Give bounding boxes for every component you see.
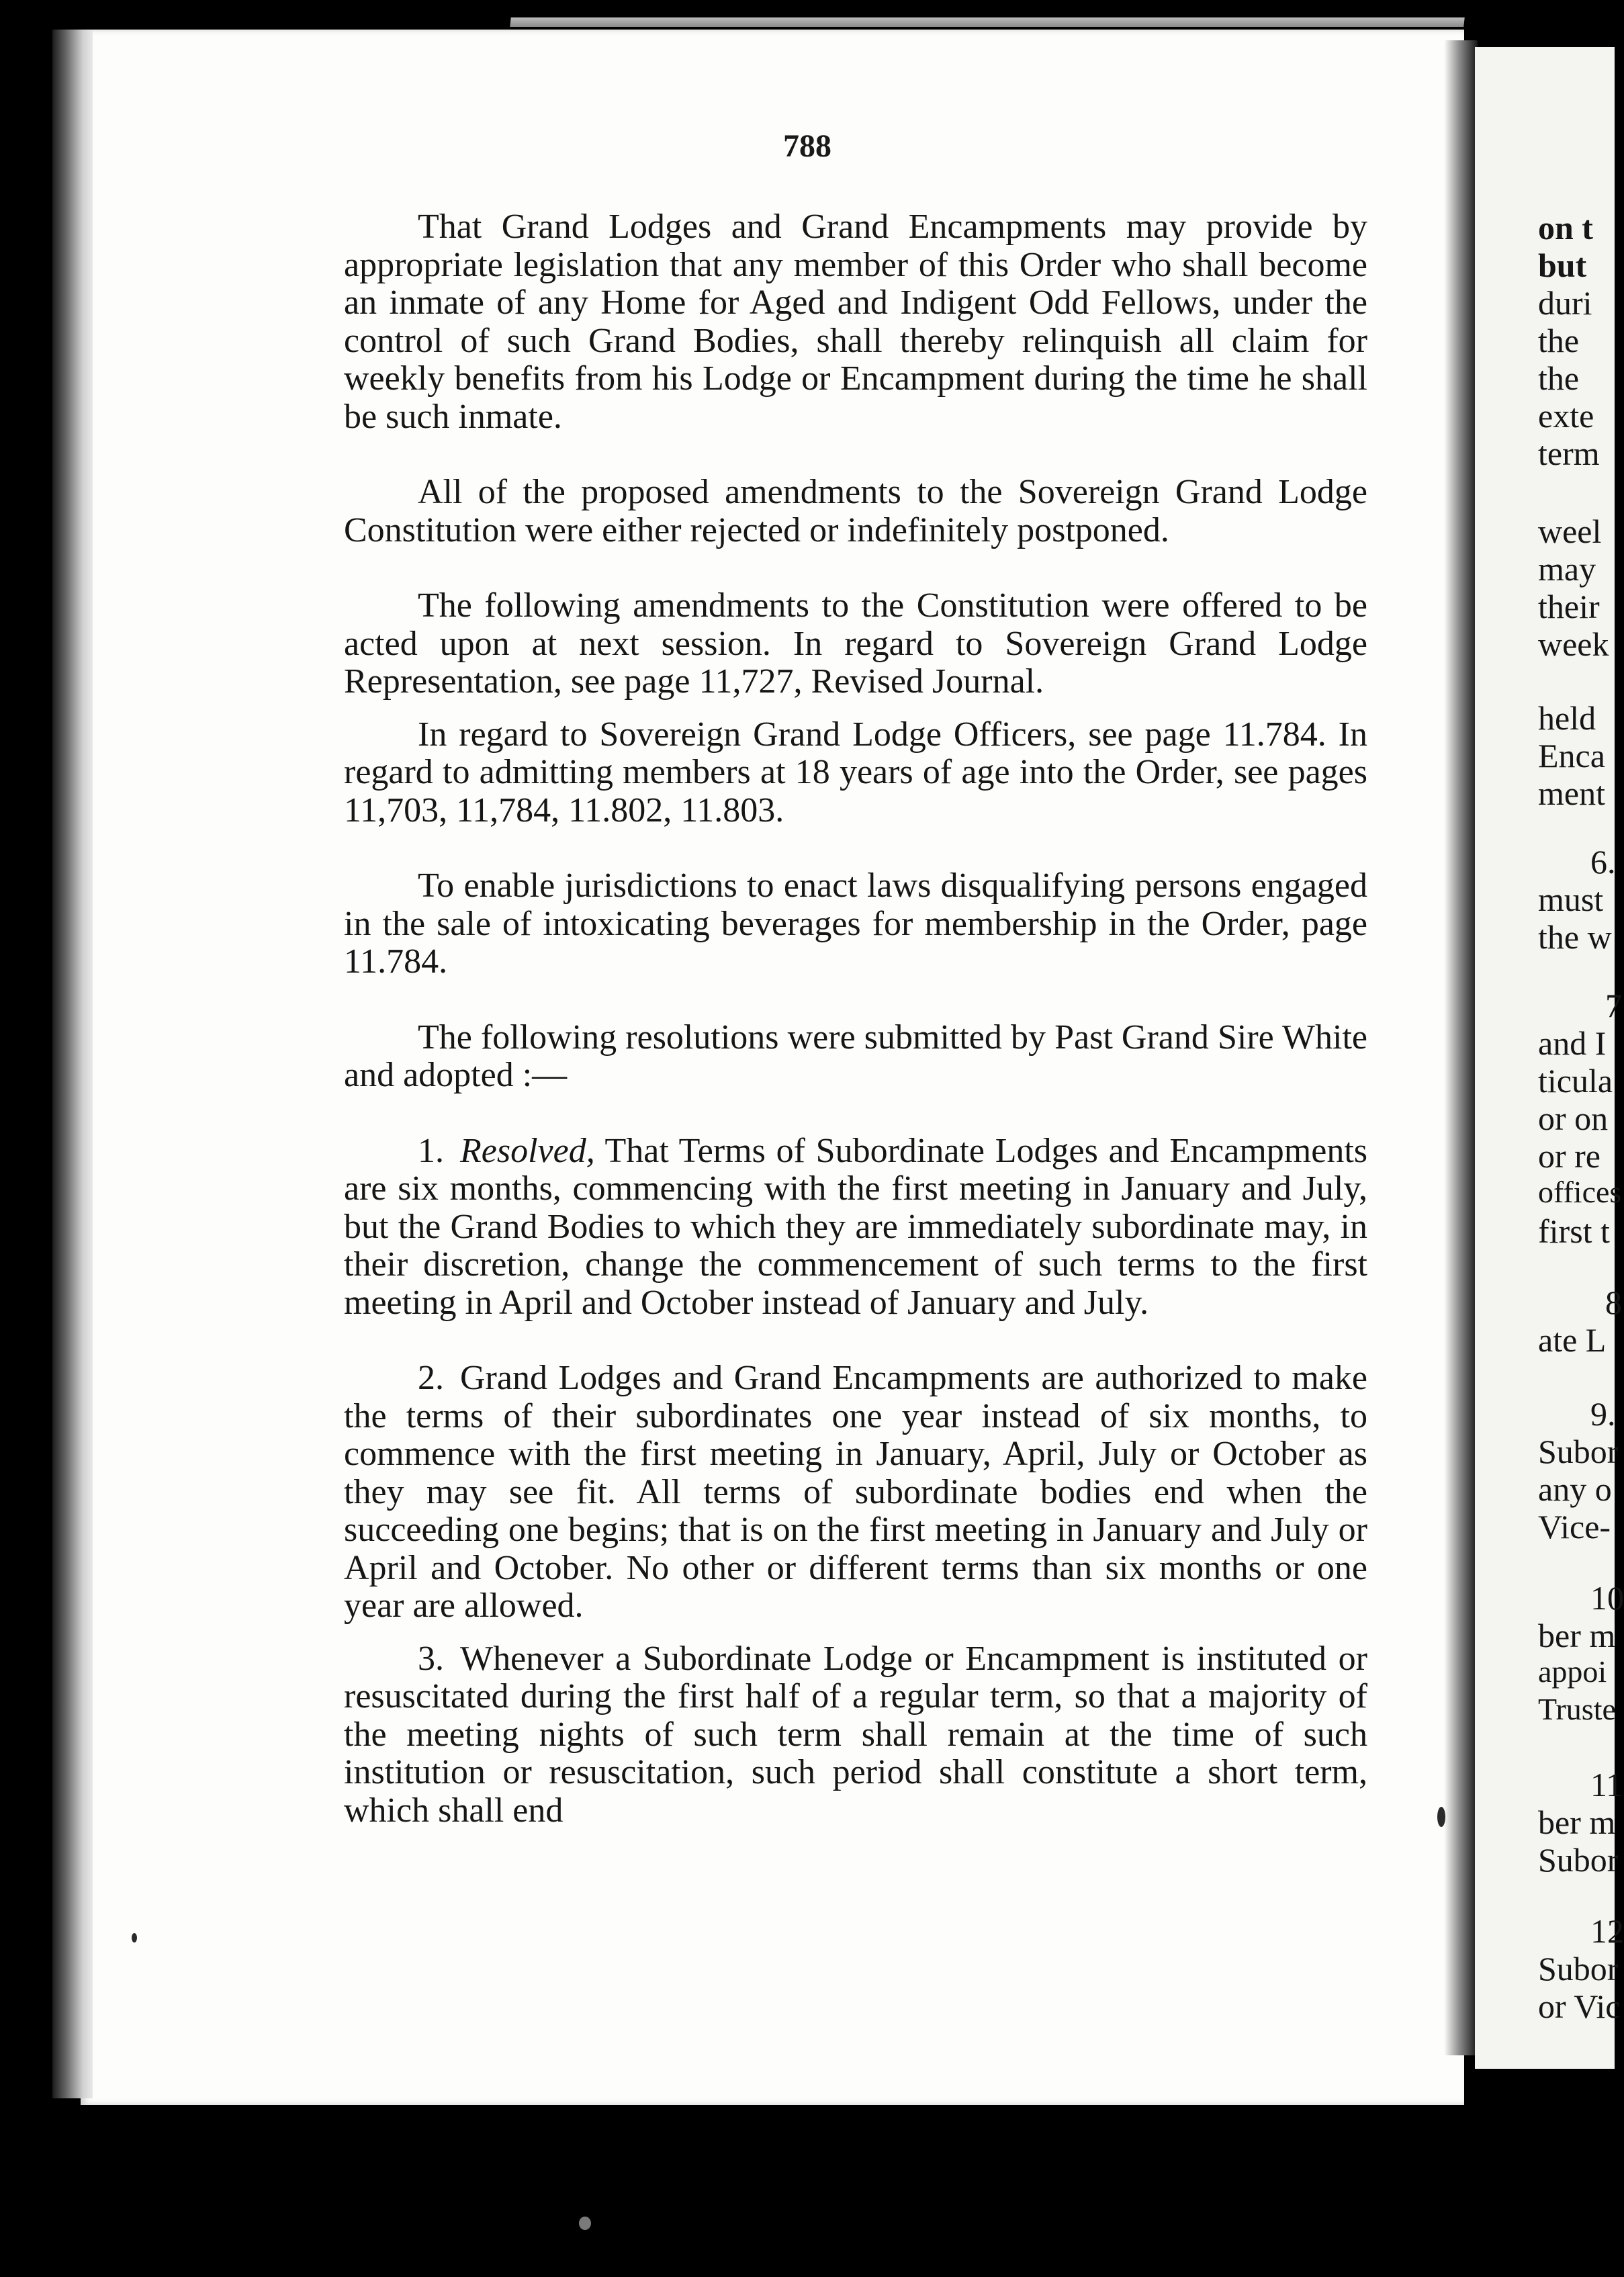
facing-fragment: their — [1538, 588, 1600, 625]
paragraph: In regard to Sovereign Grand Lodge Officers, see page 11.784. In regard to admitting members at 18 years of age into the Order, see pages 11,703, 11,784, 11.802, 11.803. — [344, 715, 1367, 830]
paragraph: To enable jurisdictions to enact laws disqualifying persons engaged in the sale of intoxicating beverages for membership in the Order, page 11.784. — [344, 866, 1367, 981]
facing-page-text — [1538, 208, 1624, 2062]
paragraph: That Grand Lodges and Grand Encampments may provide by appropriate legislation that any member of this Order who shall become an inmate of any Home for Aged and Indigent Odd Fellows, under the control of such Grand Bodies, shall thereby relinquish all claim for weekly benefits from his Lodge or Encampment during the time he shall be such inmate. — [344, 208, 1367, 436]
facing-fragment: Subor — [1538, 1841, 1619, 1879]
facing-fragment: ticula — [1538, 1062, 1613, 1100]
facing-fragment: week — [1538, 625, 1609, 663]
facing-fragment: Truste — [1538, 1692, 1616, 1726]
scan-speck — [132, 1933, 137, 1943]
facing-fragment: appoi — [1538, 1654, 1607, 1689]
facing-fragment: held — [1538, 699, 1596, 737]
page-binding-edge — [52, 30, 93, 2098]
facing-fragment: duri — [1538, 284, 1592, 322]
facing-fragment: may — [1538, 550, 1596, 588]
facing-fragment: first t — [1538, 1212, 1610, 1250]
facing-fragment: Subor — [1538, 1433, 1619, 1470]
facing-fragment: exte — [1538, 397, 1594, 435]
page-body-text — [344, 208, 1367, 1830]
resolution-2 — [344, 1359, 1367, 1625]
facing-fragment: 10 — [1590, 1579, 1624, 1617]
facing-fragment: 12 — [1590, 1912, 1624, 1950]
facing-fragment: Vice- — [1538, 1508, 1611, 1546]
facing-fragment: ate L — [1538, 1321, 1607, 1359]
resolution-number: 3. — [418, 1639, 444, 1678]
resolution-number: 1. — [418, 1131, 444, 1170]
resolution-number: 2. — [418, 1359, 444, 1397]
facing-fragment: the — [1538, 359, 1580, 397]
page-gutter — [1444, 40, 1478, 2055]
resolution-text: Whenever a Subordinate Lodge or Encampment is instituted or resuscitated during the first half of a regular term, so that a majority of the meeting nights of such term shall remain at the time of such institution or resuscitation, such period shall constitute a short term, which shall end — [344, 1639, 1367, 1830]
paragraph: The following resolutions were submitted by Past Grand Sire White and adopted :— — [344, 1018, 1367, 1094]
facing-fragment: any o — [1538, 1470, 1612, 1508]
facing-fragment: 7 — [1605, 987, 1622, 1024]
facing-fragment: and I — [1538, 1024, 1607, 1062]
facing-fragment: 6. — [1590, 843, 1616, 881]
resolution-3 — [344, 1640, 1367, 1830]
facing-fragment: or re — [1538, 1137, 1600, 1175]
resolution-text: That Terms of Subordinate Lodges and Encampments are six months, commencing with the first meeting in January and July, but the Grand Bodies to which they are immediately subordinate may, in their discretion, change the commencement of such terms to the first meeting in April and October instead of January and July. — [344, 1131, 1367, 1322]
facing-fragment: or Vic — [1538, 1988, 1621, 2025]
scan-speck — [1437, 1807, 1445, 1827]
facing-fragment: or on — [1538, 1100, 1609, 1137]
facing-fragment: ber m — [1538, 1803, 1616, 1841]
facing-fragment: Enca — [1538, 737, 1605, 774]
facing-fragment: must — [1538, 881, 1604, 918]
facing-fragment: but — [1538, 247, 1587, 284]
facing-fragment: the w — [1538, 918, 1612, 956]
scan-speck — [579, 2217, 591, 2230]
resolved-lead: Resolved, — [460, 1131, 595, 1170]
facing-fragment: term — [1538, 435, 1600, 472]
page-number: 788 — [783, 128, 831, 164]
facing-fragment: 9. — [1590, 1395, 1616, 1433]
facing-fragment: ment — [1538, 774, 1605, 812]
facing-fragment: 8 — [1605, 1284, 1622, 1321]
facing-fragment: the — [1538, 322, 1580, 359]
resolution-text: Grand Lodges and Grand Encampments are authorized to make the terms of their subordinates one year instead of six months, to commence with the first meeting in January, April, July or October as they may see fit. All terms of subordinate bodies end when the succeeding one begins; that is on the first meeting in January and July or April and October. No other or different terms than six months or one year are allowed. — [344, 1359, 1367, 1625]
facing-fragment: offices — [1538, 1175, 1622, 1209]
paragraph: All of the proposed amendments to the Sovereign Grand Lodge Constitution were either rejected or indefinitely postponed. — [344, 473, 1367, 549]
facing-fragment: Subor — [1538, 1950, 1619, 1988]
facing-fragment: ber m — [1538, 1617, 1616, 1654]
facing-fragment: weel — [1538, 512, 1602, 550]
page-top-edge — [510, 17, 1464, 27]
facing-fragment: 11 — [1590, 1766, 1623, 1803]
facing-fragment: on t — [1538, 209, 1593, 247]
paragraph: The following amendments to the Constitution were offered to be acted upon at next session. In regard to Sovereign Grand Lodge Representation, see page 11,727, Revised Journal. — [344, 586, 1367, 701]
resolution-1 — [344, 1132, 1367, 1323]
